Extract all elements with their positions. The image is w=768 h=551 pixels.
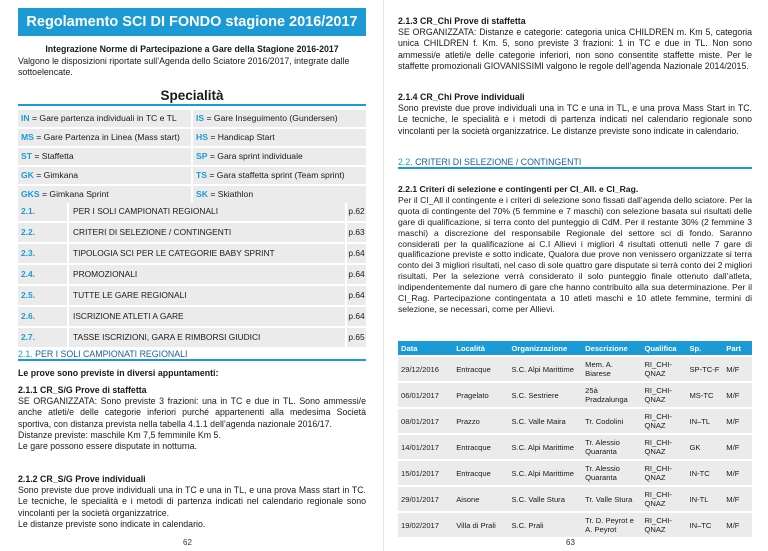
cell-organizer: S.C. Alpi Marittime xyxy=(508,357,582,381)
toc-page: p.63 xyxy=(347,223,366,242)
legend-text: = Gare partenza individuali in TC e TL xyxy=(29,113,177,123)
col-header: Sp. xyxy=(686,341,723,355)
toc-page: p.64 xyxy=(347,307,366,326)
cell-specialty: IN–TC xyxy=(686,513,723,537)
cell-specialty: SP-TC-F xyxy=(686,357,723,381)
cell-description: Tr. Codolini xyxy=(582,409,641,433)
paragraph-heading: 2.1.2 CR_S/G Prove individuali xyxy=(18,474,146,484)
cell-location: Pragelato xyxy=(453,383,508,407)
legend-row xyxy=(18,148,366,165)
col-header: Organizzazione xyxy=(508,341,582,355)
paragraph-line: Le gare possono essere disputate in notturna. xyxy=(18,441,197,452)
col-header: Data xyxy=(398,341,453,355)
legend-text: = Gara staffetta sprint (Team sprint) xyxy=(206,170,345,180)
cell-description: 25à Pradzalunga xyxy=(582,383,641,407)
toc-page: p.62 xyxy=(347,202,366,221)
cell-participants: M/F xyxy=(723,487,752,511)
legend-row xyxy=(18,186,366,203)
legend-code: SP xyxy=(196,151,208,161)
cell-date: 29/01/2017 xyxy=(398,487,453,511)
legend-code: HS xyxy=(196,132,208,142)
paragraph-body: Per il CI_All il contingente e i criteri di selezione sono fissati dall’agenda dello sciatore. Per la quota di contingente del 70% (5 femmine e 7 maschi) con selezione basata sui risultati delle gare di qualificazione, si terra conto del punteggio di CdM. Per il restante 30% (2 femmine 3 maschi) a discrezione del responsabile Regionale del settore sci di fondo. Saranno considerati per la qualificazione ai C.I Allievi i migliori 4 risultati ottenuti nelle 7 gare di qualificazione previste e sotto indicate, Qualora due prove non venissero organizzate si terra conto dei 3 migliori risultati, nel caso di sole quattro gare disputate si terrà conto dei 2 migliori risultati. Per la selezione verrà considerato il solo punteggio finale ottenuto dall’atleta, indipendentemente dal numero di gare che hanno contribuito alla sua determinazione. Per il CI_Rag. Partecipazione contingentata a 10 atleti maschi e 10 atlete femmine, termini di selezione, se necessari, come per Allievi. xyxy=(398,194,752,314)
paragraph-heading: 2.1.3 CR_Chi Prove di staffetta xyxy=(398,16,526,26)
toc-number: 2.4. xyxy=(18,265,67,284)
cell-location: Villa di Prali xyxy=(453,513,508,537)
cell-description: Mem. A. Biarese xyxy=(582,357,641,381)
paragraph-heading: 2.2.1 Criteri di selezione e contingenti per CI_All. e CI_Rag. xyxy=(398,184,639,194)
page-number: 62 xyxy=(183,538,192,547)
legend-text: = Handicap Start xyxy=(207,132,275,142)
cell-organizer: S.C. Sestriere xyxy=(508,383,582,407)
legend-text: = Gimkana xyxy=(33,170,79,180)
cell-specialty: IN-TC xyxy=(686,461,723,485)
appointments-line: Le prove sono previste in diversi appuntamenti: xyxy=(18,368,219,378)
legend-text: = Gare Inseguimento (Gundersen) xyxy=(204,113,338,123)
col-header: Part xyxy=(723,341,752,355)
cell-participants: M/F xyxy=(723,357,752,381)
paragraph-heading: 2.1.1 CR_S/G Prove di staffetta xyxy=(18,385,147,395)
toc-page: p.64 xyxy=(347,286,366,305)
cell-date: 08/01/2017 xyxy=(398,409,453,433)
toc-number: 2.2. xyxy=(18,223,67,242)
cell-organizer: S.C. Valle Stura xyxy=(508,487,582,511)
table-row xyxy=(398,487,752,511)
page-banner: Regolamento SCI DI FONDO stagione 2016/2017 xyxy=(18,8,366,36)
cell-date: 29/12/2016 xyxy=(398,357,453,381)
paragraph-body: SE ORGANIZZATA: Distanze e categorie: categoria unica CHILDREN m. Km 5, categoria unica CHILDREN f. Km. 5, sono previste 3 frazioni: 1 in TC e due in TL. Non sono ammessi/e atleti/e delle categorie inferiori, non sono consentite staffette miste. Per le staffette promozionali GIOVANISSIMI valgono le regole dell’agenda Nazionale 2014/2015. xyxy=(398,27,752,71)
toc-item[interactable] xyxy=(18,244,366,263)
cell-participants: M/F xyxy=(723,383,752,407)
paragraph-2-1-3 xyxy=(398,16,752,72)
legend-code: GKS xyxy=(21,189,40,199)
paragraph-body: Sono previste due prove individuali una in TC e una in TL, e una prova Mass Start in TC. Le tecniche, le specialità e i metodi di partenza indicati nel calendario regionale sono vincolanti per la società organizzatrice. Le distanze previste sono indicate in calendario. xyxy=(398,103,752,136)
legend-code: GK xyxy=(21,170,34,180)
cell-location: Entracque xyxy=(453,461,508,485)
legend-text: = Skiathlon xyxy=(207,189,254,199)
cell-date: 14/01/2017 xyxy=(398,435,453,459)
col-header: Qualifica xyxy=(641,341,686,355)
cell-qualification: RI_CHI-QNAZ xyxy=(641,513,686,537)
toc-page: p.65 xyxy=(347,328,366,347)
toc-item[interactable] xyxy=(18,286,366,305)
toc-title: CRITERI DI SELEZIONE / CONTINGENTI xyxy=(69,223,345,242)
cell-organizer: S.C. Alpi Marittime xyxy=(508,461,582,485)
race-calendar-table xyxy=(398,339,752,539)
paragraph-2-1-4 xyxy=(398,92,752,137)
paragraph-line: Le distanze previste sono indicate in calendario. xyxy=(18,518,206,529)
legend-code: ST xyxy=(21,151,32,161)
toc-title: TUTTE LE GARE REGIONALI xyxy=(69,286,345,305)
toc-item[interactable] xyxy=(18,202,366,221)
page-number: 63 xyxy=(566,538,575,547)
col-header: Località xyxy=(453,341,508,355)
cell-qualification: RI_CHI-QNAZ xyxy=(641,383,686,407)
legend-row xyxy=(18,167,366,184)
legend-code: TS xyxy=(196,170,207,180)
intro-text: Valgono le disposizioni riportate sull’Agenda dello Sciatore 2016/2017, integrate dalle sottoelencate. xyxy=(18,56,350,77)
table-row xyxy=(398,435,752,459)
cell-location: Aisone xyxy=(453,487,508,511)
cell-qualification: RI_CHI-QNAZ xyxy=(641,409,686,433)
cell-description: Tr. Valle Stura xyxy=(582,487,641,511)
table-row xyxy=(398,513,752,537)
integration-subtitle: Integrazione Norme di Partecipazione a Gare della Stagione 2016-2017 xyxy=(45,44,339,54)
cell-specialty: MS-TC xyxy=(686,383,723,407)
cell-participants: M/F xyxy=(723,513,752,537)
cell-participants: M/F xyxy=(723,409,752,433)
legend-code: SK xyxy=(196,189,208,199)
paragraph-2-1-2 xyxy=(18,474,366,530)
cell-specialty: GK xyxy=(686,435,723,459)
section-number: 2.2. xyxy=(398,157,413,167)
cell-date: 15/01/2017 xyxy=(398,461,453,485)
table-row xyxy=(398,461,752,485)
toc-page: p.64 xyxy=(347,244,366,263)
cell-organizer: S.C. Prali xyxy=(508,513,582,537)
section-title: CRITERI DI SELEZIONE / CONTINGENTI xyxy=(412,157,582,167)
table-row xyxy=(398,357,752,381)
toc-item[interactable] xyxy=(18,223,366,242)
toc-page: p.64 xyxy=(347,265,366,284)
cell-qualification: RI_CHI-QNAZ xyxy=(641,487,686,511)
legend-row xyxy=(18,110,366,127)
legend-row xyxy=(18,129,366,146)
toc-title: TIPOLOGIA SCI PER LE CATEGORIE BABY SPRINT xyxy=(69,244,345,263)
table-header-row xyxy=(398,341,752,355)
table-row xyxy=(398,409,752,433)
cell-location: Entracque xyxy=(453,357,508,381)
col-header: Descrizione xyxy=(582,341,641,355)
cell-description: Tr. Alessio Quaranta xyxy=(582,461,641,485)
legend-code: IS xyxy=(196,113,205,123)
paragraph-heading: 2.1.4 CR_Chi Prove individuali xyxy=(398,92,525,102)
toc-title: ISCRIZIONE ATLETI A GARE xyxy=(69,307,345,326)
paragraph-line: Distanze previste: maschile Km 7,5 femminile Km 5. xyxy=(18,429,221,440)
legend-text: = Gare Partenza in Linea (Mass start) xyxy=(33,132,180,142)
table-row xyxy=(398,383,752,407)
cell-organizer: S.C. Alpi Marittime xyxy=(508,435,582,459)
cell-date: 19/02/2017 xyxy=(398,513,453,537)
paragraph-2-1-1 xyxy=(18,385,366,452)
section-heading-2-1 xyxy=(18,349,366,361)
toc-item[interactable] xyxy=(18,328,366,347)
paragraph-2-2-1 xyxy=(398,184,752,315)
section-title: PER I SOLI CAMPIONATI REGIONALI xyxy=(32,349,188,359)
cell-specialty: IN-TL xyxy=(686,487,723,511)
cell-participants: M/F xyxy=(723,461,752,485)
cell-qualification: RI_CHI-QNAZ xyxy=(641,461,686,485)
toc-number: 2.1. xyxy=(18,202,67,221)
legend-code: IN xyxy=(21,113,30,123)
section-number: 2.1. xyxy=(18,349,33,359)
cell-qualification: RI_CHI-QNAZ xyxy=(641,357,686,381)
legend-text: = Gara sprint individuale xyxy=(207,151,303,161)
right-page xyxy=(384,0,768,551)
toc-item[interactable] xyxy=(18,307,366,326)
toc-number: 2.6. xyxy=(18,307,67,326)
toc-title: PROMOZIONALI xyxy=(69,265,345,284)
toc-number: 2.5. xyxy=(18,286,67,305)
cell-location: Prazzo xyxy=(453,409,508,433)
paragraph-body: SE ORGANIZZATA: Sono previste 3 frazioni: una in TC e due in TL. Sono ammessi/e anche atleti/e delle categorie inferiori purché appartenenti alla medesima Società sportiva, con distanza prevista nella tabella 4.1.1 dell’agenda nazionale 2016/17. xyxy=(18,396,366,429)
cell-organizer: S.C. Valle Maira xyxy=(508,409,582,433)
toc-item[interactable] xyxy=(18,265,366,284)
specialita-heading: Specialità xyxy=(18,88,366,106)
cell-description: Tr. Alessio Quaranta xyxy=(582,435,641,459)
cell-specialty: IN–TL xyxy=(686,409,723,433)
cell-date: 06/01/2017 xyxy=(398,383,453,407)
cell-participants: M/F xyxy=(723,435,752,459)
toc-number: 2.3. xyxy=(18,244,67,263)
legend-text: = Staffetta xyxy=(31,151,74,161)
cell-location: Entracque xyxy=(453,435,508,459)
toc-title: TASSE ISCRIZIONI, GARA E RIMBORSI GIUDICI xyxy=(69,328,345,347)
cell-qualification: RI_CHI-QNAZ xyxy=(641,435,686,459)
section-heading-2-2 xyxy=(398,157,752,169)
legend-code: MS xyxy=(21,132,34,142)
toc-title: PER I SOLI CAMPIONATI REGIONALI xyxy=(69,202,345,221)
cell-description: Tr. D. Peyrot e A. Peyrot xyxy=(582,513,641,537)
paragraph-body: Sono previste due prove individuali una in TC e una in TL, e una prova Mass start in TC. Le tecniche, le specialità e i metodi di partenza indicati nel calendario regionale sono vincolanti per la società organizzatrice. xyxy=(18,485,366,518)
legend-text: = Gimkana Sprint xyxy=(39,189,109,199)
toc-number: 2.7. xyxy=(18,328,67,347)
